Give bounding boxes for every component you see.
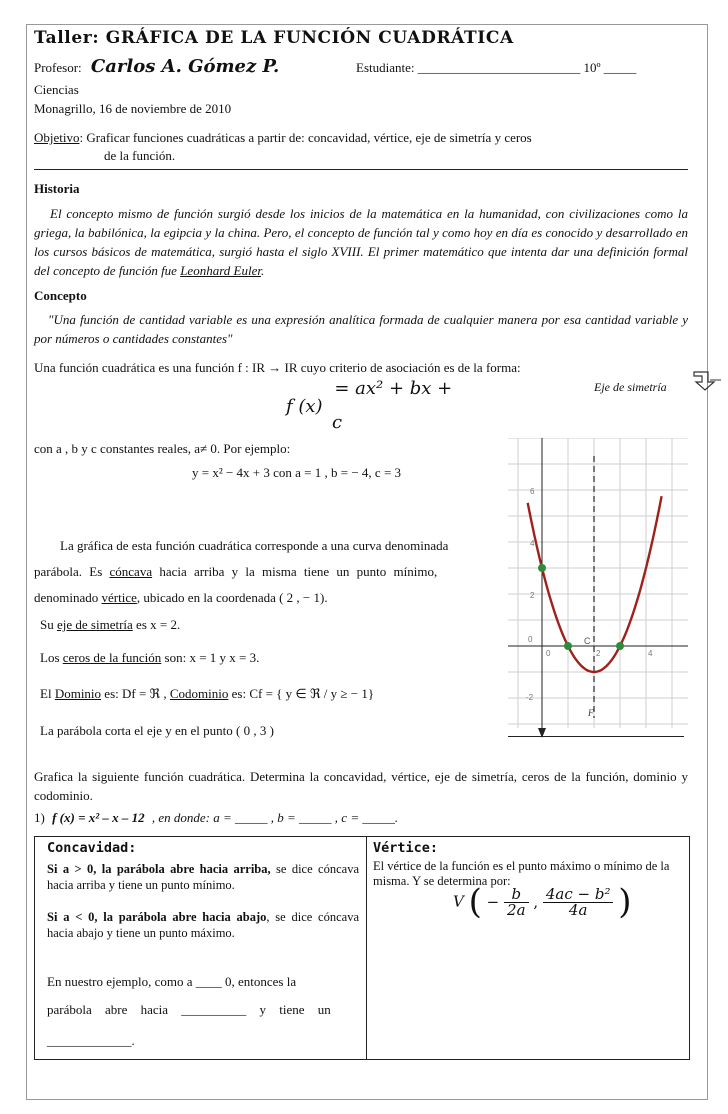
exercise-instructions: Grafica la siguiente función cuadrática. Determina la concavidad, vértice, eje de simetría, ceros de la función, dominio y codominio. [34, 769, 688, 803]
frac-num: 4ac − b² [543, 887, 614, 903]
dominio-line [40, 686, 374, 702]
estudiante-field[interactable]: Estudiante: _________________________ 10º _____ [356, 60, 637, 75]
subject: Ciencias [34, 82, 79, 97]
concava-link[interactable]: cóncava [109, 564, 153, 579]
objetivo-text-2: de la función. [104, 148, 176, 163]
frac-den: 4a [568, 901, 588, 919]
vertice-heading: Vértice: [373, 840, 439, 856]
formula [286, 378, 453, 417]
objetivo-label: Objetivo [34, 130, 80, 145]
objetivo-text: : Graficar funciones cuadráticas a partir de: concavidad, vértice, eje de simetría y ceros [79, 130, 532, 145]
dom-mid: es: Df = ℜ , [101, 686, 170, 701]
x-tick-0: 0 [546, 649, 551, 658]
formula-lhs: f (x) [286, 396, 323, 417]
graph-grid [508, 438, 688, 728]
historia-body: El concepto mismo de función surgió desde los inicios de la matemática en la humanidad, con civilizaciones como la griega, la babilónica, la egipcia y la china. Pero, el concepto de función tal y como hoy en día es conocido y desarrollado en los cursos básicos de matemática, surgió hasta el siglo XVIII. El primer matemático que intenta dar una definición formal del concepto de función fue [34, 206, 688, 278]
v-label: V [453, 892, 464, 911]
explanation-2 [34, 564, 437, 580]
codominio-link[interactable]: Codominio [169, 686, 229, 701]
euler-link[interactable]: Leonhard Euler [180, 263, 261, 278]
frac-4ac [543, 887, 614, 918]
graph-underline [508, 736, 684, 737]
conc-b-rest: , se dice cóncava hacia abajo y tiene un punto máximo. [47, 910, 359, 940]
exercise-coefficients[interactable]: , en donde: a = _____ , b = _____ , c = _____. [151, 810, 399, 825]
y-tick-2: 2 [530, 591, 535, 600]
vertice-link[interactable]: vértice [101, 590, 137, 605]
historia-heading: Historia [34, 181, 80, 196]
concavidad-rule-b [47, 909, 359, 941]
concavity-vertex-table [34, 836, 690, 1060]
formula-rhs: = ax² + bx + [334, 378, 453, 399]
arrow-down-icon [692, 370, 722, 396]
exercise-number: 1) [34, 810, 45, 825]
conc-a-rest: se dice cóncava hacia arriba y tiene un punto mínimo. [47, 862, 359, 892]
exp3-pre: denominado [34, 590, 102, 605]
ejemplo-line-2[interactable]: parábola abre hacia __________ y tiene un [47, 1002, 331, 1017]
dominio-link[interactable]: Dominio [54, 686, 102, 701]
x-tick-2: 2 [596, 649, 601, 658]
exp2-post: hacia arriba y la misma tiene un punto mínimo, [152, 564, 438, 579]
historia-text [34, 204, 688, 280]
eje-post: es x = 2. [132, 617, 181, 632]
worksheet-title: Taller: GRÁFICA DE LA FUNCIÓN CUADRÁTICA [34, 28, 514, 48]
eje-label: Eje de simetría [594, 380, 667, 394]
parabola-graph [508, 438, 688, 738]
ejemplo-line-1[interactable]: En nuestro ejemplo, como a ____ 0, entonces la [47, 974, 297, 989]
y-tick-4: 4 [530, 539, 535, 548]
definition: Una función cuadrática es una función f : IR → IR cuyo criterio de asociación es de la forma: [34, 360, 521, 375]
frac-b: b [504, 887, 529, 903]
exercise-function: f (x) = x² – x – 12 [52, 810, 145, 825]
vertice-text: El vértice de la función es el punto máximo o mínimo de la misma. Y se determina por: [373, 859, 670, 888]
exp3-post: , ubicado en la coordenada ( 2 , − 1). [136, 590, 328, 605]
example-function: y = x² − 4x + 3 con a = 1 , b = − 4, c = 3 [192, 465, 402, 480]
corta-line: La parábola corta el eje y en el punto ( 0 , 3 ) [40, 723, 274, 738]
conc-a-bold: Si a > 0, la parábola abre hacia arriba, [47, 862, 271, 876]
ejemplo-line-3[interactable]: _____________. [47, 1033, 135, 1048]
objetivo-line [34, 130, 532, 146]
ceros-link[interactable]: ceros de la función [62, 650, 162, 665]
exp2-pre: parábola. Es [34, 564, 110, 579]
eje-pre: Su [40, 617, 57, 632]
profesor-name: Carlos A. Gómez P. [90, 56, 280, 77]
ceros-post: son: x = 1 y x = 3. [161, 650, 260, 665]
explanation-3 [34, 590, 328, 606]
y-tick-neg2: -2 [526, 693, 534, 702]
formula-c: c [332, 412, 343, 433]
zero-point-1 [564, 642, 572, 650]
concepto-quote: "Una función de cantidad variable es una expresión analítica formada de cualquier manera por esa cantidad variable y por números o cantidades constantes" [34, 312, 688, 346]
historia-end: . [260, 263, 265, 278]
exercise-line [34, 810, 398, 826]
frac-2a: 2a [507, 901, 526, 919]
ceros-line [40, 650, 259, 666]
concepto-heading: Concepto [34, 288, 87, 303]
graph-bottom-label: F [588, 708, 594, 718]
profesor-label: Profesor: [34, 60, 82, 75]
x-tick-4: 4 [648, 649, 653, 658]
place-date: Monagrillo, 16 de noviembre de 2010 [34, 101, 232, 116]
vertex-formula: V ( − $\frac{b}{2a}$ , $\frac{\text{4ac − b²}}{4a}$ ) [453, 882, 632, 922]
y-tick-0: 0 [528, 635, 533, 644]
vertex-label: C [584, 636, 591, 646]
frac-b-2a [504, 887, 529, 918]
eje-simetria-link[interactable]: eje de simetría [56, 617, 133, 632]
dom-pre: El [40, 686, 55, 701]
concavidad-rule-a [47, 861, 359, 893]
zero-point-2 [616, 642, 624, 650]
codom-post: es: Cf = { y ∈ ℜ / y ≥ − 1} [228, 686, 375, 701]
concavidad-heading: Concavidad: [47, 840, 137, 856]
constants-text: con a , b y c constantes reales, a≠ 0. Por ejemplo: [34, 441, 291, 456]
ceros-pre: Los [40, 650, 63, 665]
header-divider [34, 169, 688, 170]
eje-simetria-line [40, 617, 180, 633]
y-tick-6: 6 [530, 487, 535, 496]
conc-b-bold: Si a < 0, la parábola abre hacia abajo [47, 910, 267, 924]
table-divider [366, 837, 367, 1059]
explanation-1: La gráfica de esta función cuadrática corresponde a una curva denominada [60, 538, 449, 553]
y-intercept-point [538, 564, 546, 572]
profesor-line [34, 56, 279, 77]
